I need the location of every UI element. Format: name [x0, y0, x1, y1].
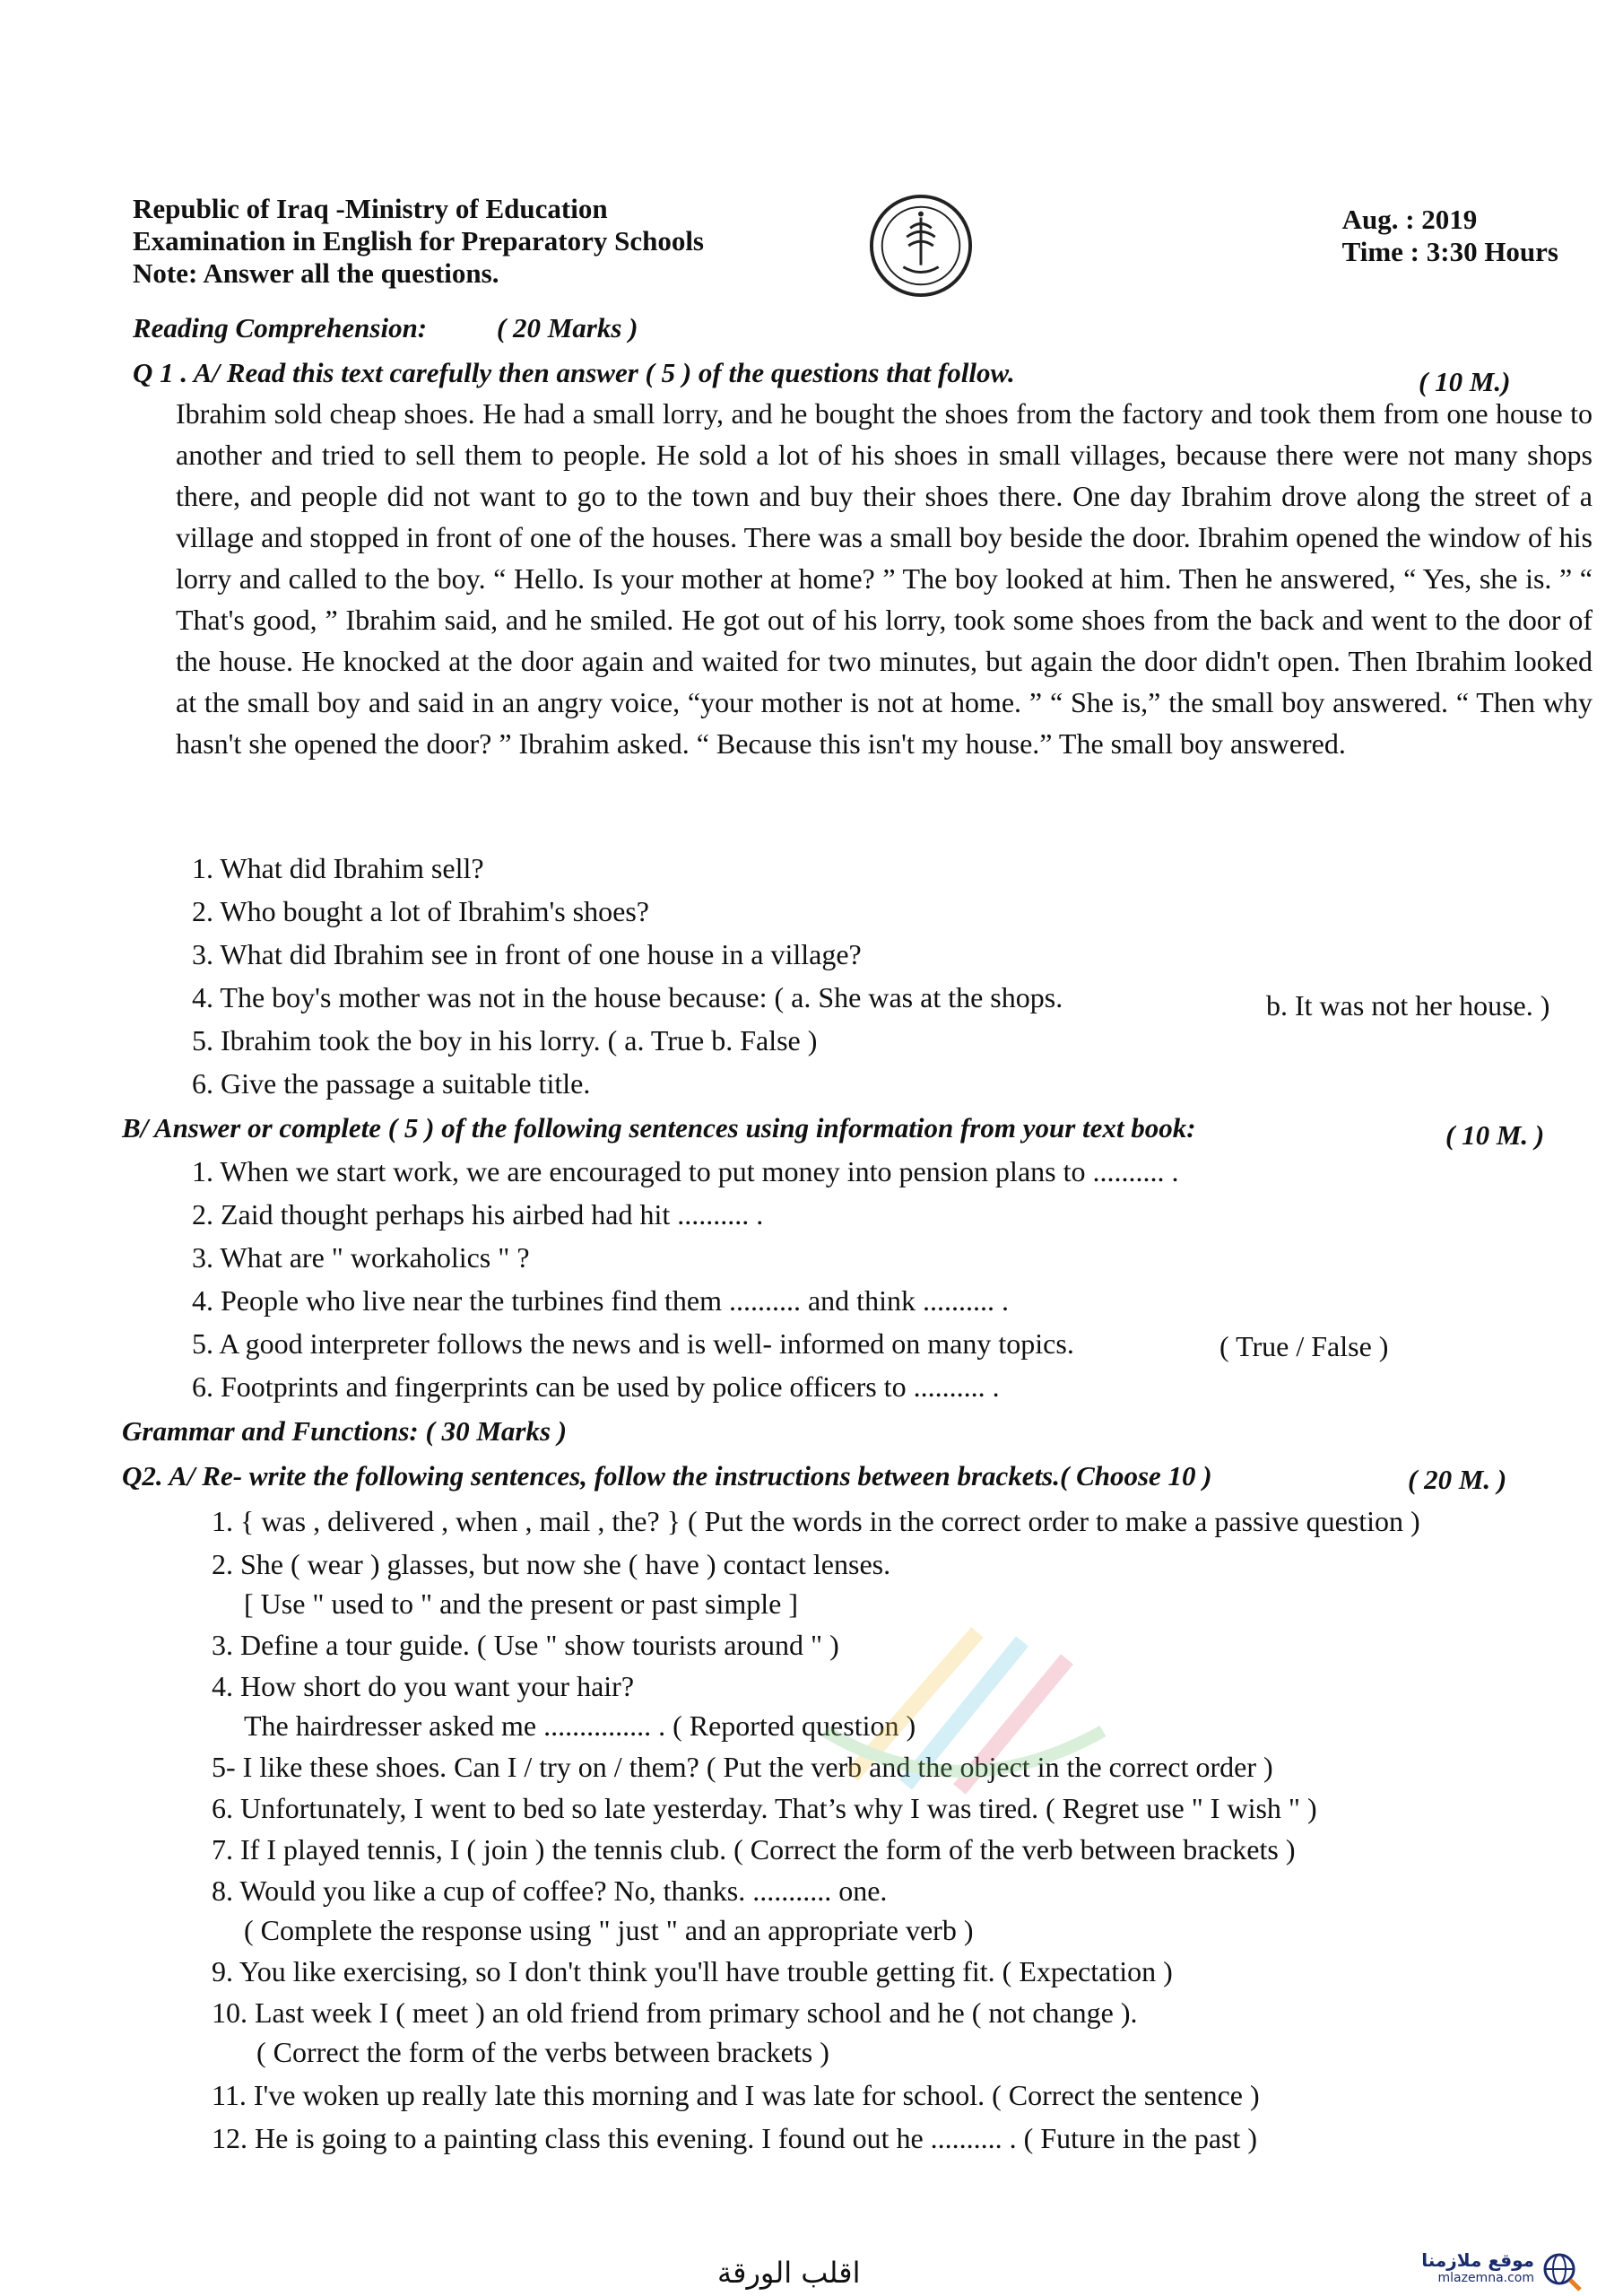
q2-item-6: 6. Unfortunately, I went to bed so late yesterday. That’s why I was tired. ( Regret use " I wish " ) — [212, 1792, 1317, 1824]
site-url: mlazemna.com — [1437, 2271, 1534, 2285]
reading-passage: Ibrahim sold cheap shoes. He had a small lorry, and he bought the shoes from the factory and took them from one house to another and tried to sell them to people. He sold a lot of his shoes in small villages, because there were not many shops there, and people did not want to go to the town and buy their shoes there. One day Ibrahim drove along the street of a village and stopped in front of one of the houses. There was a small boy beside the door. Ibrahim opened the window of his lorry and called to the boy. “ Hello. Is your mother at home? ” The boy looked at him. Then he answered, “ Yes, she is. ” “ That's good, ” Ibrahim said, and he smiled. He got out of his lorry, took some shoes from the back and went to the door of the house. He knocked at the door again and waited for two minutes, but again the door didn't open. Then Ibrahim looked at the small boy and said in an angry voice, “your mother is not at home. ” “ She is,” the small boy answered. “ Then why hasn't she opened the door? ” Ibrahim asked. “ Because this isn't my house.” The small boy answered. — [176, 397, 1593, 760]
q1-question-5: 5. Ibrahim took the boy in his lorry. ( a. True b. False ) — [192, 1024, 818, 1057]
reading-section-title — [133, 312, 638, 344]
exam-time: Time : 3:30 Hours — [1341, 236, 1558, 267]
q1b-item-5: 5. A good interpreter follows the news and is well- informed on many topics. — [192, 1327, 1074, 1360]
q2-item-11: 11. I've woken up really late this morning and I was late for school. ( Correct the sentence ) — [212, 2079, 1260, 2111]
reading-marks: ( 20 Marks ) — [496, 312, 638, 344]
header-left — [133, 193, 704, 290]
q2-item-8-instruction: ( Complete the response using " just " and an appropriate verb ) — [244, 1914, 974, 1946]
q2-item-5: 5- I like these shoes. Can I / try on / them? ( Put the verb and the object in the correct order ) — [212, 1751, 1273, 1783]
q1-question-3: 3. What did Ibrahim see in front of one house in a village? — [192, 938, 862, 970]
q1a-marks: ( 10 M.) — [1419, 366, 1511, 397]
q1-question-4: 4. The boy's mother was not in the house because: ( a. She was at the shops. — [192, 981, 1063, 1013]
q2-item-3: 3. Define a tour guide. ( Use " show tourists around " ) — [212, 1629, 839, 1661]
q2-item-4: 4. How short do you want your hair? — [212, 1670, 635, 1702]
q2-item-1: 1. { was , delivered , when , mail , the? } ( Put the words in the correct order to make a passive question ) — [212, 1505, 1420, 1537]
q2-item-2-instruction: [ Use " used to " and the present or past simple ] — [244, 1587, 798, 1620]
globe-search-icon — [1541, 2251, 1583, 2292]
q2-item-10: 10. Last week I ( meet ) an old friend from primary school and he ( not change ). — [212, 1996, 1138, 2029]
header-right — [1342, 204, 1558, 268]
q1-question-2: 2. Who bought a lot of Ibrahim's shoes? — [192, 895, 649, 927]
q1b-instruction: B/ Answer or complete ( 5 ) of the following sentences using information from your text book: — [122, 1112, 1196, 1144]
reading-title: Reading Comprehension: — [133, 312, 428, 344]
q1b-item-2: 2. Zaid thought perhaps his airbed had hit .......... . — [192, 1198, 764, 1231]
q2-item-10-instruction: ( Correct the form of the verbs between brackets ) — [256, 2036, 829, 2068]
q1b-item-6: 6. Footprints and fingerprints can be used by police officers to .......... . — [192, 1370, 1000, 1403]
header-line-examination: Examination in English for Preparatory Schools — [133, 225, 704, 257]
q2-item-12: 12. He is going to a painting class this evening. I found out he .......... . ( Future in the past ) — [212, 2122, 1258, 2154]
q1-question-6: 6. Give the passage a suitable title. — [192, 1067, 591, 1100]
header-line-ministry: Republic of Iraq -Ministry of Education — [133, 193, 608, 224]
site-logo — [1394, 2249, 1583, 2294]
header-line-note: Note: Answer all the questions. — [133, 257, 499, 289]
q1b-item-1: 1. When we start work, we are encouraged to put money into pension plans to .......... . — [192, 1155, 1179, 1187]
q2-item-2: 2. She ( wear ) glasses, but now she ( have ) contact lenses. — [212, 1548, 891, 1580]
q2a-marks: ( 20 M. ) — [1408, 1464, 1507, 1495]
q1-question-1: 1. What did Ibrahim sell? — [192, 852, 484, 884]
watermark-logo-icon — [798, 1596, 1130, 1821]
q1b-item-3: 3. What are " workaholics " ? — [192, 1241, 530, 1274]
q1-question-4-option-b: b. It was not her house. ) — [1266, 989, 1550, 1022]
q1a-instruction: Q 1 . A/ Read this text carefully then answer ( 5 ) of the questions that follow. — [133, 357, 1015, 388]
ministry-seal-icon — [868, 193, 974, 299]
q2-item-4-instruction: The hairdresser asked me ............... . ( Reported question ) — [244, 1709, 916, 1742]
q1b-item-5-note: ( True / False ) — [1219, 1330, 1389, 1362]
exam-date: Aug. : 2019 — [1341, 204, 1478, 235]
q2-item-9: 9. You like exercising, so I don't think you'll have trouble getting fit. ( Expectation ) — [212, 1955, 1173, 1987]
q1b-marks: ( 10 M. ) — [1445, 1119, 1545, 1151]
q2a-instruction: Q2. A/ Re- write the following sentences, follow the instructions between brackets.( Choose 10 ) — [122, 1460, 1212, 1492]
exam-header — [133, 193, 1558, 300]
grammar-section-title: Grammar and Functions: ( 30 Marks ) — [122, 1415, 568, 1447]
site-name: موقع ملازمنا — [1421, 2249, 1534, 2271]
q2-item-7: 7. If I played tennis, I ( join ) the tennis club. ( Correct the form of the verb between brackets ) — [212, 1833, 1296, 1866]
q1b-item-4: 4. People who live near the turbines find them .......... and think .......... . — [192, 1284, 1009, 1317]
q2-item-8: 8. Would you like a cup of coffee? No, thanks. ........... one. — [212, 1874, 888, 1907]
turn-page-note: اقلب الورقة — [717, 2256, 861, 2290]
